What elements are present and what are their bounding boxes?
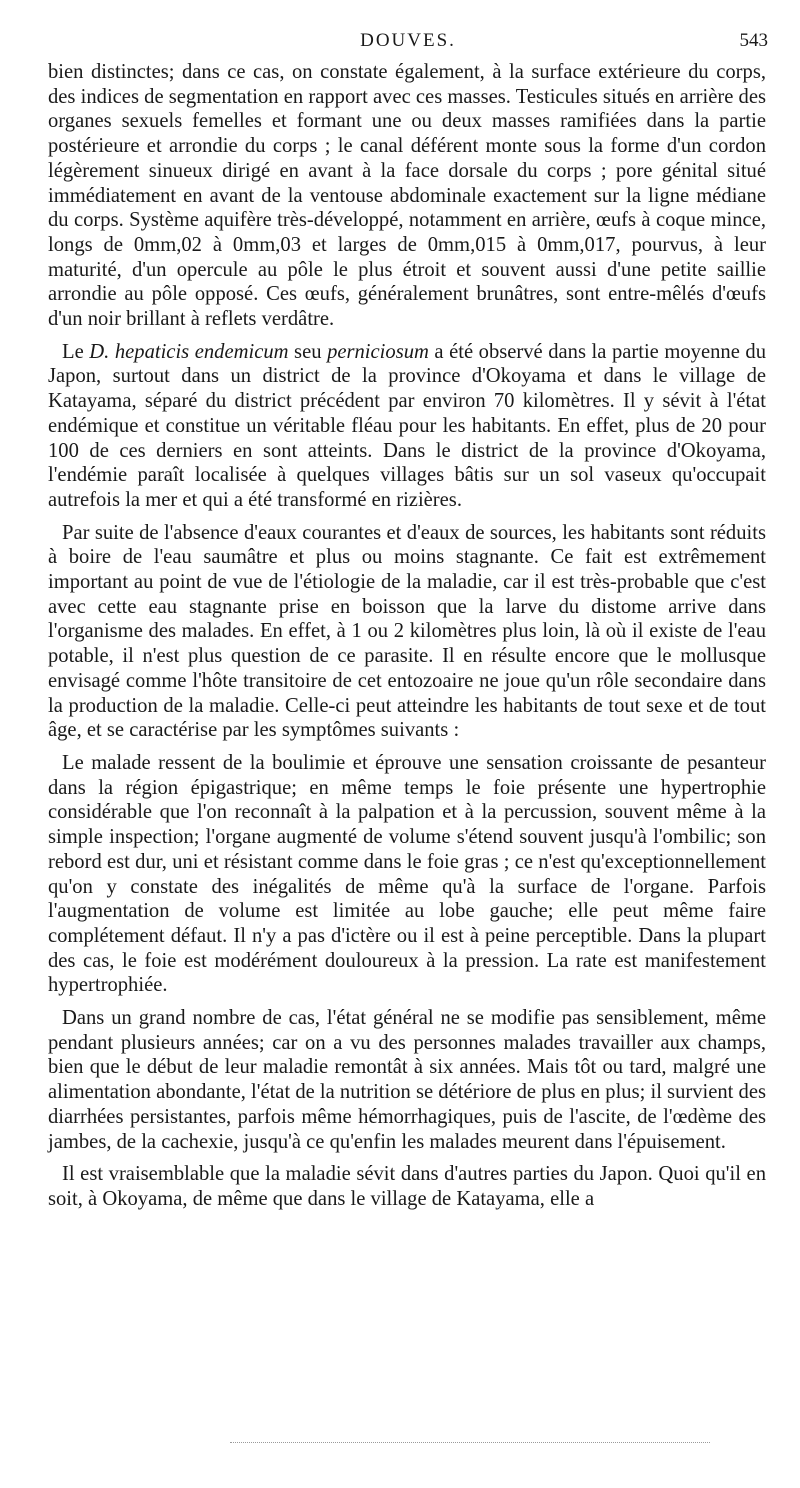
paragraph-distribution-rest: a été observé dans la partie moyenne du Japon, surtout dans un district de la province d'Okoyama et dans le village de Katayama, séparé du district précédent par environ 70 kilomètres. Il y sévit à l'état endémique et constitue un véritable fléau pour les habitants. En effet, plus de 20 pour 100 de ces derniers en sont atteints. Dans le district de la province d'Okoyama, l'endémie paraît localisée à quelques villages bâtis sur un sol vaseux qu'occupait autrefois la mer et qui a été transformé en rizières. xyxy=(48,340,766,511)
paragraph-distribution xyxy=(48,340,766,513)
paragraph-conclusion: Il est vraisemblable que la maladie sévit dans d'autres parties du Japon. Quoi qu'il en soit, à Okoyama, de même que dans le village de Katayama, elle a xyxy=(48,1163,766,1210)
running-title: DOUVES. xyxy=(360,30,456,51)
running-head xyxy=(48,30,768,56)
page-number: 543 xyxy=(739,30,768,51)
paragraph-anatomy: bien distinctes; dans ce cas, on constate également, à la surface extérieure du corps, des indices de segmentation en rapport avec ces masses. Testicules situés en arrière des organes sexuels femelles et formant une ou deux masses ramifiées dans la partie postérieure et arrondie du corps ; le canal déférent monte sous la forme d'un cordon légèrement sinueux dirigé en avant à la face dorsale du corps ; pore génital situé immédiatement en avant de la ventouse abdominale exactement sur la ligne médiane du corps. Système aquifère très-développé, notamment en arrière, œufs à coque mince, longs de 0mm,02 à 0mm,03 et larges de 0mm,015 à 0mm,017, pourvus, à leur maturité, d'un opercule au pôle le plus étroit et souvent aussi d'une petite saillie arrondie au pôle opposé. Ces œufs, généralement brunâtres, sont entre-mêlés d'œufs d'un noir brillant à reflets verdâtre. xyxy=(48,61,766,331)
paragraph-distribution-seu: seu xyxy=(288,340,328,363)
paragraph-symptoms: Le malade ressent de la boulimie et éprouve une sensation croissante de pesanteur dans la région épigastrique; en même temps le foie présente une hypertrophie considérable que l'on reconnaît à la palpation et à la percussion, souvent même à la simple inspection; l'organe augmenté de volume s'étend souvent jusqu'à l'ombilic; son rebord est dur, uni et résistant comme dans le foie gras ; ce n'est qu'exceptionnellement qu'on y constate des inégalités de même qu'à la surface de l'organe. Parfois l'augmentation de volume est limitée au lobe gauche; elle peut même faire complétement défaut. Il n'y a pas d'ictère ou il est à peine perceptible. Dans la plupart des cas, le foie est modérément douloureux à la pression. La rate est manifestement hypertrophiée. xyxy=(48,751,766,997)
faint-bleed-through-line xyxy=(230,1442,710,1443)
body-text xyxy=(48,60,766,1212)
species-synonym: perniciosum xyxy=(327,340,429,363)
paragraph-progression: Dans un grand nombre de cas, l'état général ne se modifie pas sensiblement, même pendant plusieurs années; car on a vu des personnes malades travailler aux champs, bien que le début de leur maladie remontât à six années. Mais tôt ou tard, malgré une alimentation abondante, l'état de la nutrition se détériore de plus en plus; il survient des diarrhées persistantes, parfois même hémorrhagiques, puis de l'ascite, de l'œdème des jambes, de la cachexie, jusqu'à ce qu'enfin les malades meurent dans l'épuisement. xyxy=(48,1007,767,1153)
paragraph-etiology: Par suite de l'absence d'eaux courantes et d'eaux de sources, les habitants sont réduits à boire de l'eau saumâtre et plus ou moins stagnante. Ce fait est extrêmement important au point de vue de l'étiologie de la maladie, car il est très-probable que c'est avec cette eau stagnante prise en boisson que la larve du distome arrive dans l'organisme des malades. En effet, à 1 ou 2 kilomètres plus loin, là où il existe de l'eau potable, il n'est plus question de ce parasite. Il en résulte encore que le mollusque envisagé comme l'hôte transitoire de cet entozoaire ne joue qu'un rôle secondaire dans la production de la maladie. Celle-ci peut atteindre les habitants de tout sexe et de tout âge, et se caractérise par les symptômes suivants : xyxy=(48,521,766,742)
paragraph-distribution-prefix: Le xyxy=(62,340,90,363)
species-name: D. hepaticis endemicum xyxy=(89,340,289,363)
